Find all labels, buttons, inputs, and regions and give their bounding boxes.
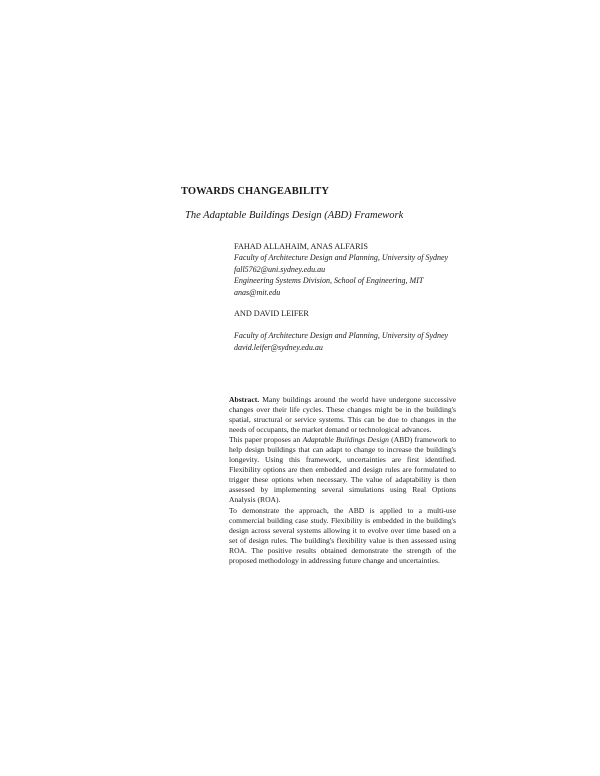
abstract-label: Abstract. xyxy=(229,395,260,404)
abstract-paragraph-1 xyxy=(229,395,456,435)
paper-title: TOWARDS CHANGEABILITY xyxy=(181,186,330,197)
abstract-text-1: Many buildings around the world have undergone successive changes over their life cycles. These changes might be in the building's spatial, structural or service systems. This can be due to changes in the needs of occupants, the market demand or technological advances. xyxy=(229,395,456,435)
author-email-1: fall5762@uni.sydney.edu.au xyxy=(234,264,326,274)
paper-subtitle: The Adaptable Buildings Design (ABD) Framework xyxy=(185,210,404,221)
author-block xyxy=(234,241,464,353)
abstract-text-2b: (ABD) framework to help design buildings that can adapt to change to increase the building's longevity. Using this framework, uncertainties are first identified. Flexibility options are then embedded and design rules are formulated to trigger these options when necessary. The value of adaptability is then assessed by implementing several simulations using Real Options Analysis (ROA). xyxy=(229,435,456,505)
author-names-1: FAHAD ALLAHAIM, ANAS ALFARIS xyxy=(234,242,368,251)
abstract-text-3: To demonstrate the approach, the ABD is applied to a multi-use commercial building case study. Flexibility is embedded in the building's design across several systems allowing it to evolve over time based on a set of design rules. The building's flexibility value is then assessed using ROA. The positive results obtained demonstrate the strength of the proposed methodology in addressing future change and uncertainties. xyxy=(229,505,456,565)
affiliation-3: Faculty of Architecture Design and Planning, University of Sydney xyxy=(234,331,449,341)
affiliation-1: Faculty of Architecture Design and Planning, University of Sydney xyxy=(234,253,449,263)
abstract-paragraph-3 xyxy=(229,506,456,566)
abstract-text-2a: This paper proposes an xyxy=(229,435,303,445)
author-names-2: AND DAVID LEIFER xyxy=(234,309,309,319)
author-email-2: anas@mit.edu xyxy=(234,287,281,297)
abstract xyxy=(229,395,456,566)
author-email-3: david.leifer@sydney.edu.au xyxy=(234,342,323,352)
abstract-paragraph-2 xyxy=(229,435,456,505)
affiliation-2: Engineering Systems Division, School of Engineering, MIT xyxy=(234,276,424,286)
abstract-text-2-emphasis: Adaptable Buildings Design xyxy=(302,435,389,445)
